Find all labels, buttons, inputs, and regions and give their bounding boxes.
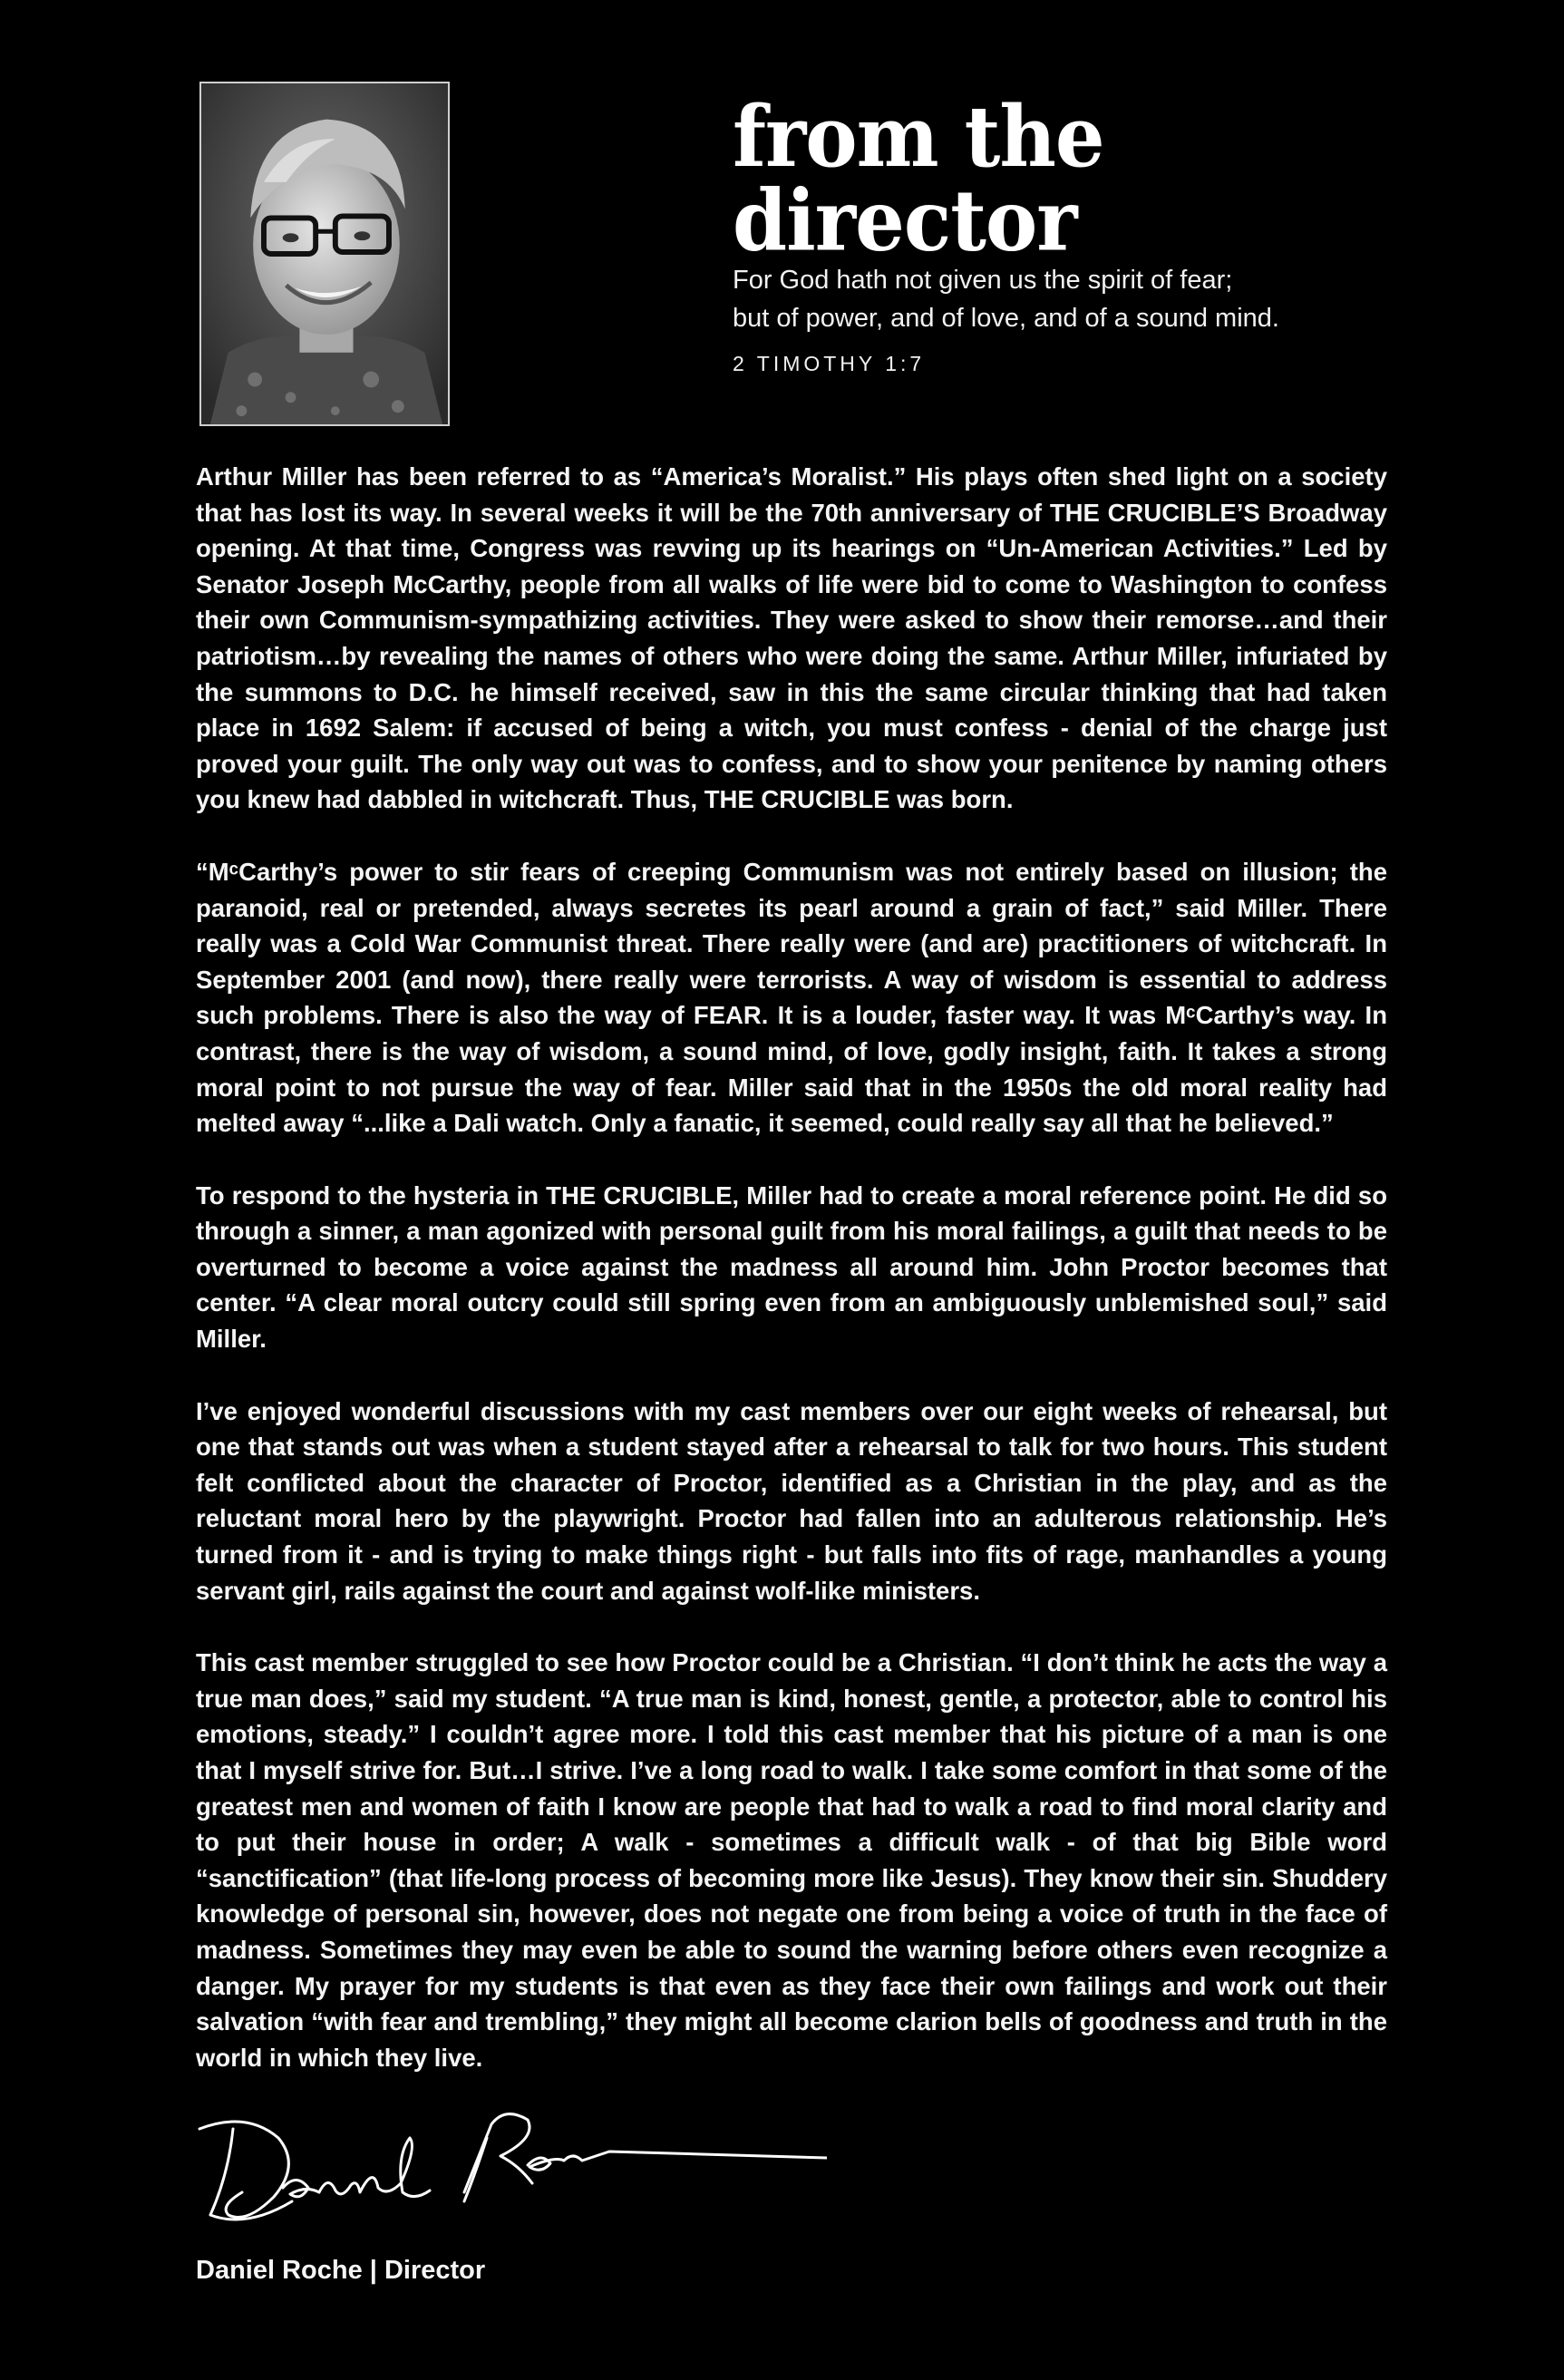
verse-line-1: For God hath not given us the spirit of fear; bbox=[733, 266, 1233, 295]
director-portrait bbox=[199, 82, 450, 426]
letter-body bbox=[196, 459, 1387, 2112]
verse-citation: 2 TIMOTHY 1:7 bbox=[733, 352, 926, 375]
page-title: from the director bbox=[733, 87, 1104, 271]
signature-name: Daniel Roche | Director bbox=[196, 2256, 486, 2285]
epigraph-verse bbox=[733, 261, 1422, 337]
paragraph-3: To respond to the hysteria in THE CRUCIBLE, Miller had to create a moral reference point. He did so through a sinner, a man agonized with personal guilt from his moral failings, a guilt that needs to be overturned to become a voice against the madness all around him. John Proctor becomes that center. “A clear moral outcry could still spring even from an ambiguously unblemished soul,” said Miller. bbox=[196, 1180, 1387, 1354]
paragraph-4: I’ve enjoyed wonderful discussions with my cast members over our eight weeks of rehearsal, but one that stands out was when a student stayed after a rehearsal to talk for two hours. This student felt conflicted about the character of Proctor, identified as a Christian in the play, and as the reluctant moral hero by the playwright. Proctor had fallen into an adulterous relationship. He’s turned from it - and is trying to make things right - but falls into fits of rage, manhandles a young servant girl, rails against the court and against wolf-like ministers. bbox=[196, 1396, 1387, 1605]
paragraph-5: This cast member struggled to see how Proctor could be a Christian. “I don’t think he acts the way a true man does,” said my student. “A true man is kind, honest, gentle, a protector, able to control his emotions, steady.” I couldn’t agree more. I told this cast member that his picture of a man is one that I myself strive for. But…I strive. I’ve a long road to walk. I take some comfort in that some of the greatest men and women of faith I know are people that had to walk a road to find moral clarity and to put their house in order; A walk - sometimes a difficult walk - of that big Bible word “sanctification” (that life-long process of becoming more like Jesus). They know their sin. Shuddery knowledge of personal sin, however, does not negate one from being a voice of truth in the face of madness. Sometimes they may even be able to sound the warning before others even recognize a danger. My prayer for my students is that even as they face their own failings and work out their salvation “with fear and trembling,” they might all become clarion bells of goodness and truth in the world in which they live. bbox=[196, 1648, 1387, 2072]
portrait-image bbox=[201, 83, 448, 424]
verse-line-2: but of power, and of love, and of a sound mind. bbox=[733, 304, 1279, 333]
handwritten-signature bbox=[192, 2102, 827, 2238]
signature-image bbox=[192, 2102, 827, 2238]
paragraph-2: “MᶜCarthy’s power to stir fears of creeping Communism was not entirely based on illusion; the paranoid, real or pretended, always secretes its pearl around a grain of fact,” said Miller. There really was a Cold War Communist threat. There really were (and are) practitioners of witchcraft. In September 2001 (and now), there really were terrorists. A way of wisdom is essential to address such problems. There is also the way of FEAR. It is a louder, faster way. It was MᶜCarthy’s way. In contrast, there is the way of wisdom, a sound mind, of love, godly insight, faith. It takes a strong moral point to not pursue the way of fear. Miller said that in the 1950s the old moral reality had melted away “...like a Dali watch. Only a fanatic, it seemed, could really say all that he believed.” bbox=[196, 857, 1387, 1138]
paragraph-1: Arthur Miller has been referred to as “America’s Moralist.” His plays often shed light on a society that has lost its way. In several weeks it will be the 70th anniversary of THE CRUCIBLE’S Broadway opening. At that time, Congress was revving up its hearings on “Un-American Activities.” Led by Senator Joseph McCarthy, people from all walks of life were bid to come to Washington to confess their own Communism-sympathizing activities. They were asked to show their remorse…and their patriotism…by revealing the names of others who were doing the same. Arthur Miller, infuriated by the summons to D.C. he himself received, saw in this the same circular thinking that had taken place in 1692 Salem: if accused of being a witch, you must confess - denial of the charge just proved your guilt. The only way out was to confess, and to show your penitence by naming others you knew had dabbled in witchcraft. Thus, THE CRUCIBLE was born. bbox=[196, 462, 1387, 814]
